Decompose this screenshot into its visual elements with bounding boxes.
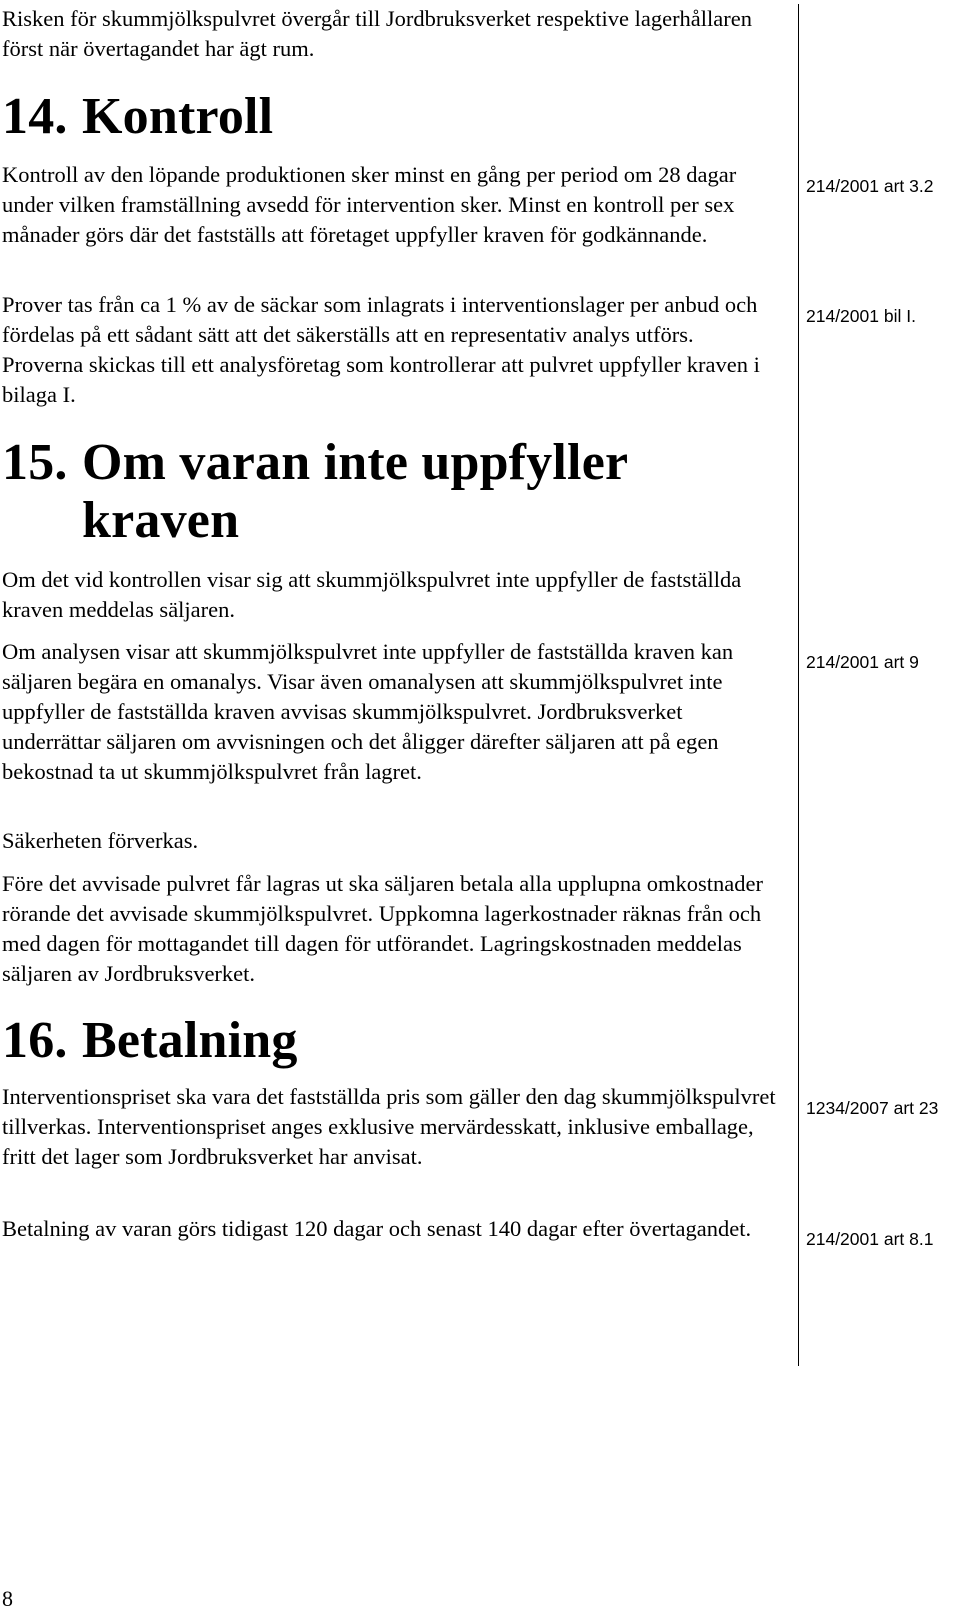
margin-reference: 214/2001 art 3.2: [806, 176, 934, 196]
section-14-heading: [2, 88, 273, 146]
margin-reference: 1234/2007 art 23: [806, 1098, 939, 1118]
intro-paragraph: Risken för skummjölkspulvret övergår till Jordbruksverket respektive lagerhållaren först när övertagandet har ägt rum.: [2, 6, 753, 61]
section-title: [82, 434, 628, 550]
section-16-heading: [2, 1012, 298, 1070]
section-number: 16.: [2, 1012, 68, 1069]
section-16-paragraph-1: Interventionspriset ska vara det fastställda pris som gäller den dag skummjölkspulvret tillverkas. Interventionspriset anges exklusive mervärdesskatt, inklusive emballage, fritt det lager som Jordbruksverket har anvisat.: [2, 1084, 776, 1169]
section-number: 15.: [2, 434, 68, 491]
section-title: Betalning: [82, 1012, 298, 1069]
section-14-paragraph-2: Prover tas från ca 1 % av de säckar som inlagrats i interventionslager per anbud och fördelas på ett sådant sätt att det säkerställs att en representativ analys utförs. Proverna skickas till ett analysföretag som kontrollerar att pulvret uppfyller kraven i bilaga I.: [2, 292, 760, 407]
section-title: Kontroll: [82, 88, 274, 145]
margin-reference: 214/2001 art 9: [806, 652, 919, 672]
section-14-paragraph-1: Kontroll av den löpande produktionen sker minst en gång per period om 28 dagar under vilken framställning avsedd för intervention sker. Minst en kontroll per sex månader görs där det fastställs att företaget uppfyller kraven för godkännande.: [2, 162, 737, 247]
section-number: 14.: [2, 88, 68, 145]
section-15-paragraph-1: Om det vid kontrollen visar sig att skummjölkspulvret inte uppfyller de fastställda kraven meddelas säljaren.: [2, 567, 742, 622]
section-16-paragraph-2: Betalning av varan görs tidigast 120 dagar och senast 140 dagar efter övertagandet.: [2, 1216, 752, 1241]
margin-reference: 214/2001 art 8.1: [806, 1229, 934, 1249]
section-15-paragraph-2: Om analysen visar att skummjölkspulvret inte uppfyller de fastställda kraven kan säljaren begära en omanalys. Visar även omanalysen att skummjölkspulvret inte uppfyller de fastställda kraven avvisas skummjölkspulvret. Jordbruksverket underrättar säljaren om avvisningen och det åligger därefter säljaren att på egen bekostnad ta ut skummjölkspulvret från lagret.: [2, 639, 734, 784]
margin-divider: [798, 4, 799, 1366]
margin-reference: 214/2001 bil I.: [806, 306, 916, 326]
section-15-paragraph-3: Säkerheten förverkas.: [2, 828, 199, 853]
section-15-paragraph-4: Före det avvisade pulvret får lagras ut ska säljaren betala alla upplupna omkostnader rörande det avvisade skummjölkspulvret. Uppkomna lagerkostnader räknas från och med dagen för mottagandet till dagen för utförandet. Lagringskostnaden meddelas säljaren av Jordbruksverket.: [2, 871, 763, 986]
page-number: 8: [2, 1586, 13, 1611]
section-title-line-1: Om varan inte uppfyller: [82, 434, 629, 491]
section-title-line-2: kraven: [82, 492, 240, 549]
section-15-heading: [2, 434, 628, 550]
